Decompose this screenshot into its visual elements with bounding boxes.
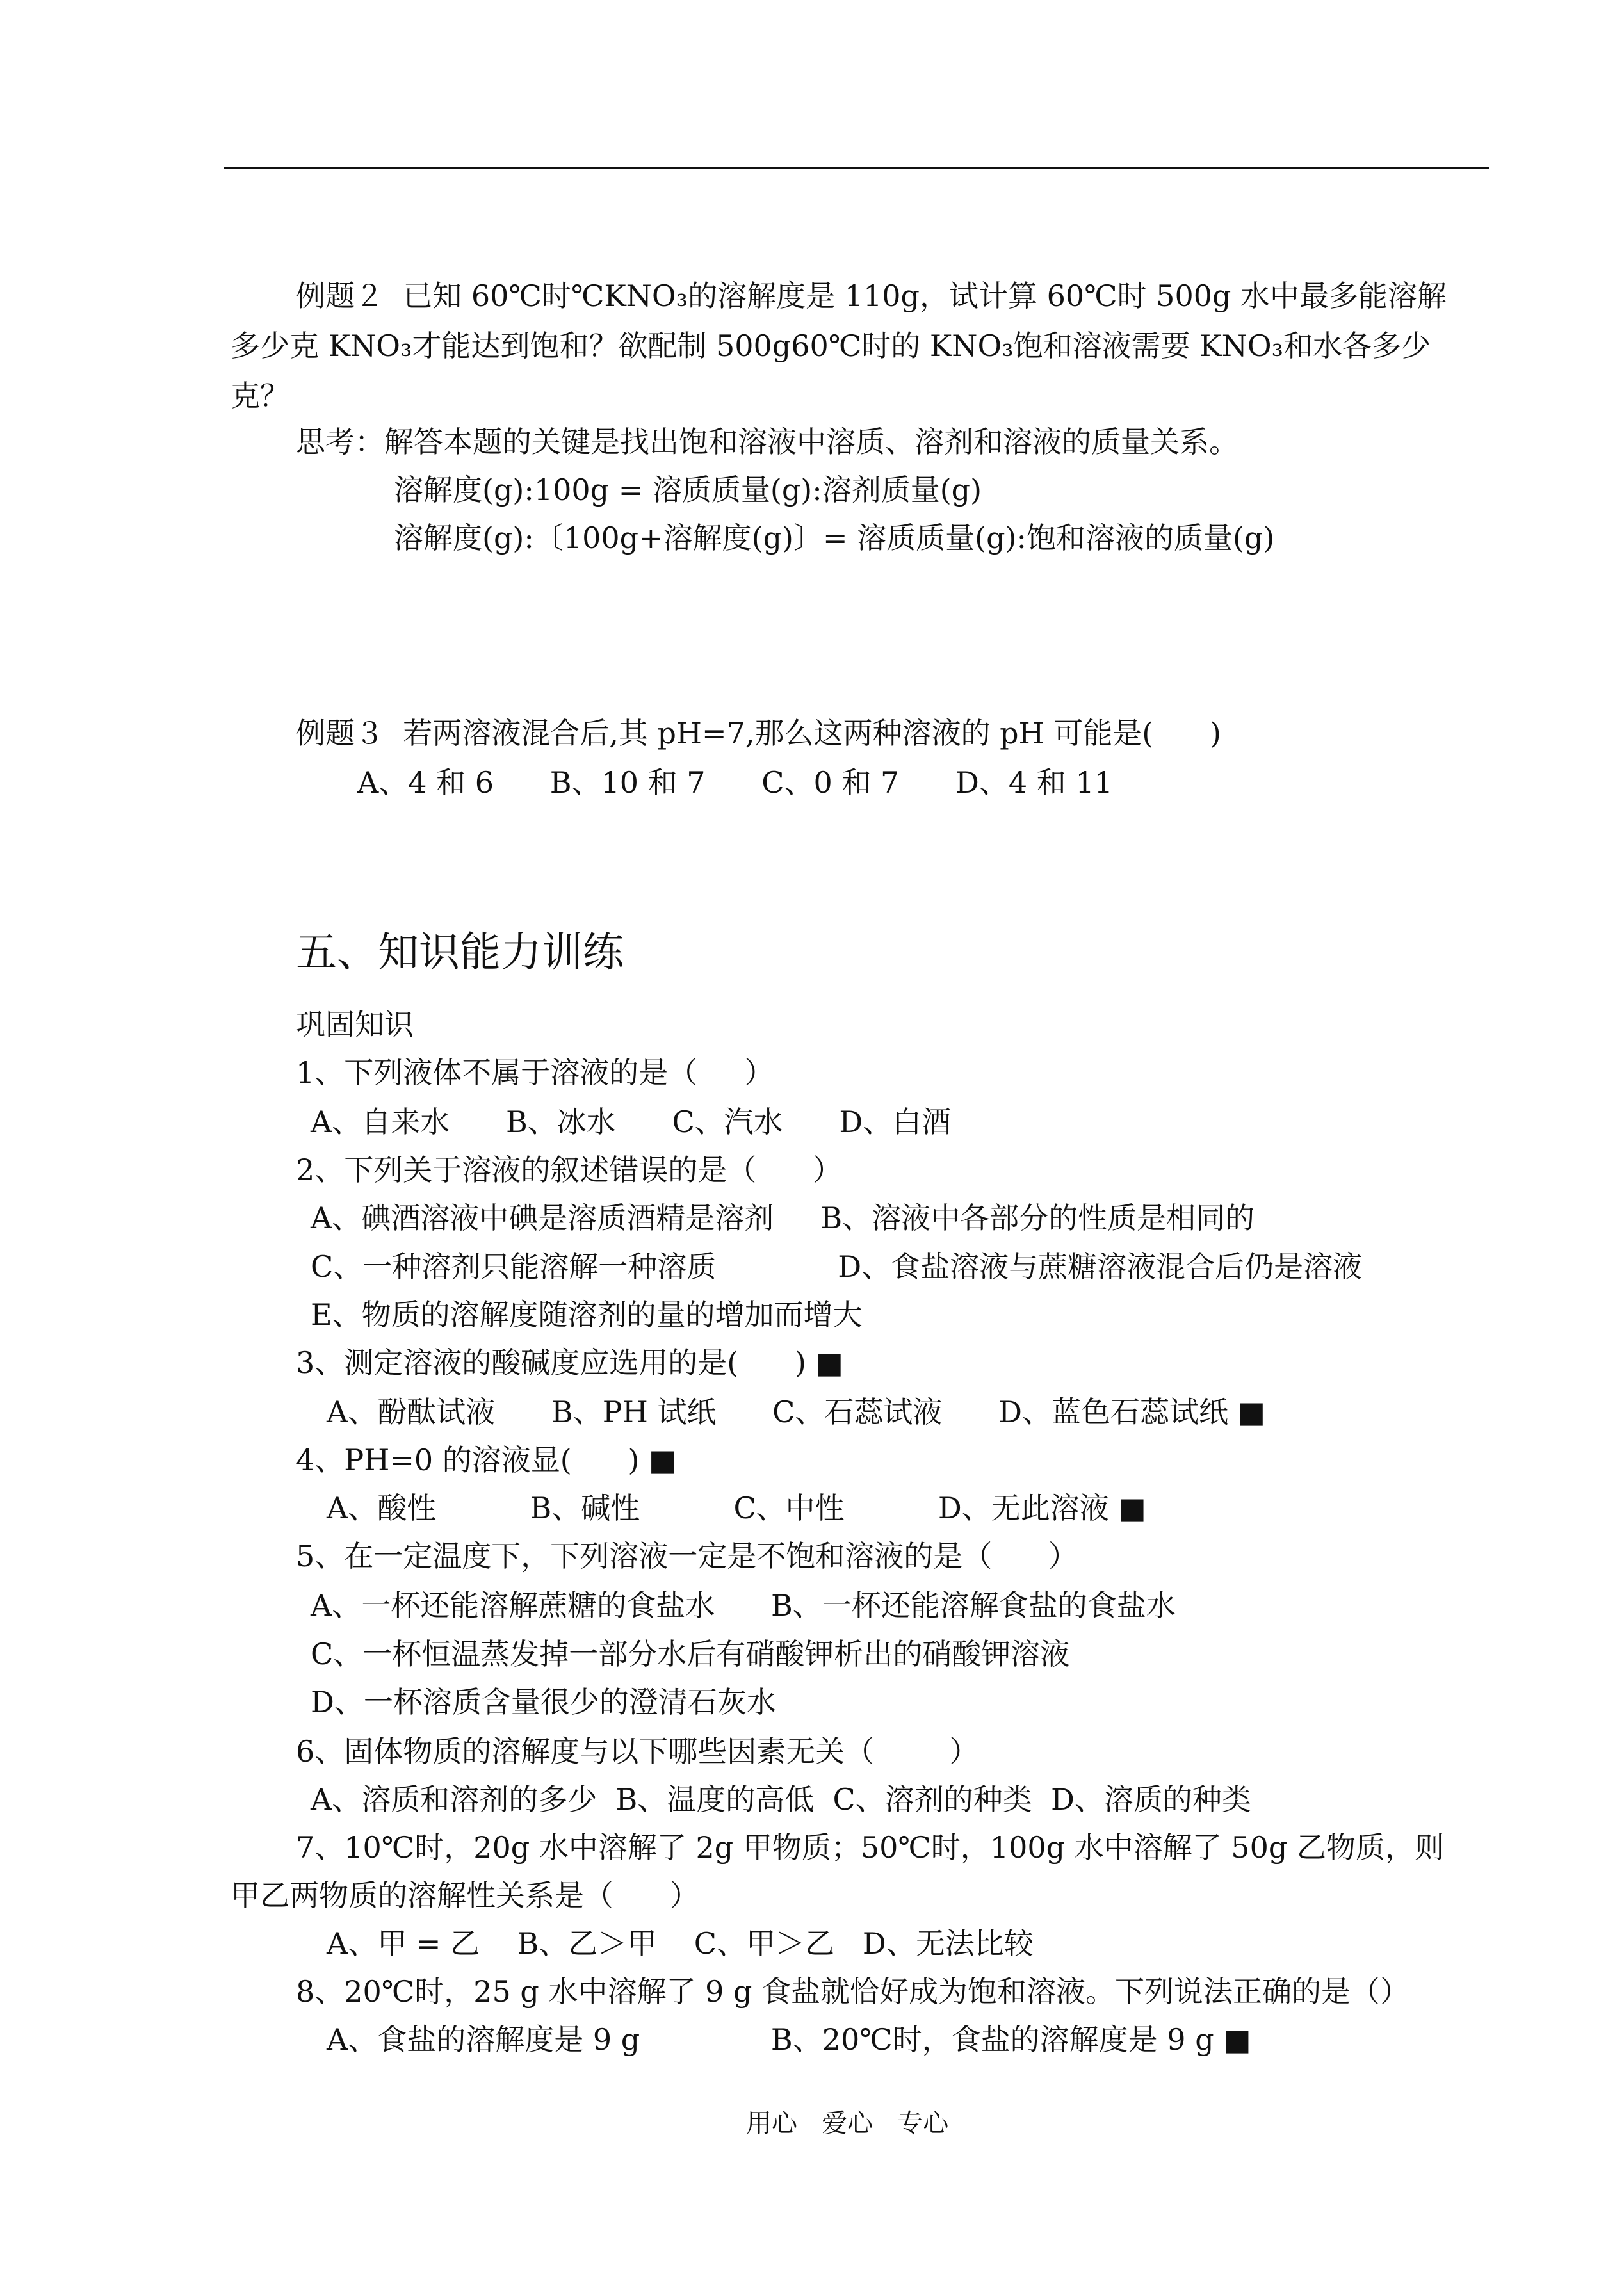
q5-option-c: C、一杯恒温蒸发掉一部分水后有硝酸钾析出的硝酸钾溶液	[311, 1637, 1070, 1671]
q6-stem: 6、固体物质的溶解度与以下哪些因素无关（ ）	[296, 1734, 979, 1769]
q5-options-ab: A、一杯还能溶解蔗糖的食盐水 B、一杯还能溶解食盐的食盐水	[311, 1588, 1176, 1623]
q2-stem: 2、下列关于溶液的叙述错误的是（ ）	[296, 1153, 842, 1187]
q7-stem-line1: 7、10℃时，20g 水中溶解了 2g 甲物质；50℃时，100g 水中溶解了 50g 乙物质，则	[296, 1830, 1444, 1865]
example3-options: A、4 和 6 B、10 和 7 C、0 和 7 D、4 和 11	[357, 765, 1113, 800]
example2-line1: 例题２ 已知 60℃时℃KNO₃的溶解度是 110g，试计算 60℃时 500g 水中最多能溶解	[296, 279, 1447, 313]
q8-stem: 8、20℃时，25 g 水中溶解了 9 g 食盐就恰好成为饱和溶液。下列说法正确的是（）	[296, 1974, 1410, 2009]
q1-stem: 1、下列液体不属于溶液的是（ ）	[296, 1055, 774, 1090]
section-title: 五、知识能力训练	[296, 929, 624, 977]
q4-options: A、酸性 B、碱性 C、中性 D、无此溶液 ■	[327, 1491, 1146, 1525]
q8-options: A、食盐的溶解度是 9 g B、20℃时，食盐的溶解度是 9 g ■	[327, 2022, 1251, 2057]
header-rule	[224, 167, 1489, 169]
q4-stem: 4、PH=0 的溶液显( ) ■	[296, 1443, 677, 1477]
formula-2: 溶解度(g):〔100g+溶解度(g)〕= 溶质质量(g):饱和溶液的质量(g)	[394, 521, 1275, 555]
think-line: 思考：解答本题的关键是找出饱和溶液中溶质、溶剂和溶液的质量关系。	[296, 425, 1238, 459]
q6-options: A、溶质和溶剂的多少 B、温度的高低 C、溶剂的种类 D、溶质的种类	[311, 1782, 1251, 1817]
q2-option-e: E、物质的溶解度随溶剂的量的增加而增大	[311, 1297, 863, 1332]
q1-options: A、自来水 B、冰水 C、汽水 D、白酒	[311, 1105, 952, 1139]
subsection-title: 巩固知识	[296, 1007, 414, 1042]
page-footer: 用心 爱心 专心	[746, 2109, 949, 2138]
example3-question: 例题３ 若两溶液混合后,其 pH=7,那么这两种溶液的 pH 可能是( )	[296, 716, 1221, 750]
q7-options: A、甲 = 乙 B、乙＞甲 C、甲＞乙 D、无法比较	[327, 1926, 1034, 1961]
q3-stem: 3、测定溶液的酸碱度应选用的是( ) ■	[296, 1345, 843, 1380]
q3-options: A、酚酞试液 B、PH 试纸 C、石蕊试液 D、蓝色石蕊试纸 ■	[327, 1395, 1266, 1429]
example2-line3: 克？	[231, 378, 289, 413]
q2-options-cd: C、一种溶剂只能溶解一种溶质 D、食盐溶液与蔗糖溶液混合后仍是溶液	[311, 1249, 1363, 1284]
q7-stem-line2: 甲乙两物质的溶解性关系是（ ）	[231, 1878, 699, 1913]
example2-line2: 多少克 KNO₃才能达到饱和？欲配制 500g60℃时的 KNO₃饱和溶液需要 KNO₃和水各多少	[231, 328, 1431, 363]
q5-stem: 5、在一定温度下，下列溶液一定是不饱和溶液的是（ ）	[296, 1539, 1078, 1573]
formula-1: 溶解度(g):100g = 溶质质量(g):溶剂质量(g)	[394, 473, 982, 507]
q5-option-d: D、一杯溶质含量很少的澄清石灰水	[311, 1685, 776, 1719]
q2-options-ab: A、碘酒溶液中碘是溶质酒精是溶剂 B、溶液中各部分的性质是相同的	[311, 1201, 1255, 1235]
